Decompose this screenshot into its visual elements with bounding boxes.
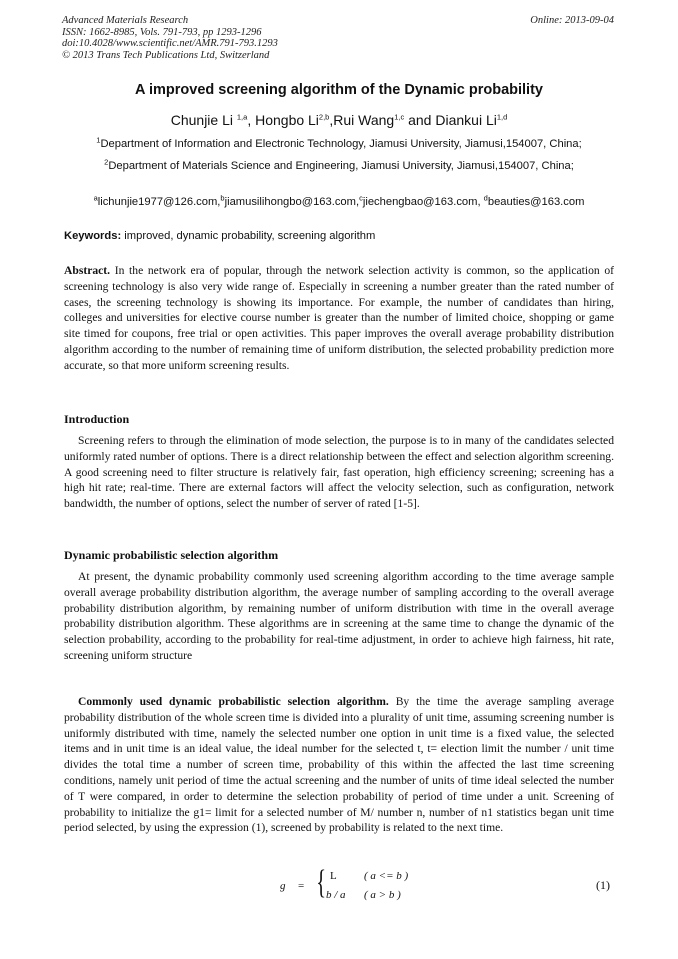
email-sup: a xyxy=(93,193,98,203)
author-name: Chunjie Li xyxy=(170,112,237,128)
common-algorithm-lead: Commonly used dynamic probabilistic selection algorithm. xyxy=(78,695,389,708)
author-list xyxy=(0,112,678,128)
equation-1 xyxy=(280,866,440,906)
author-name: Rui Wang xyxy=(333,112,395,128)
affiliation-2 xyxy=(0,157,678,172)
journal-name: Advanced Materials Research xyxy=(62,15,189,26)
online-date: Online: 2013-09-04 xyxy=(530,15,614,26)
email-sup: b xyxy=(220,193,225,203)
author-name: Hongbo Li xyxy=(255,112,319,128)
author-sup: 1,a xyxy=(236,112,248,122)
author-sep: , xyxy=(329,112,334,128)
author-name: Diankui Li xyxy=(435,112,497,128)
equation-brace: { xyxy=(316,864,327,901)
email-address: jiamusilihongbo@163.com, xyxy=(224,196,360,208)
email-list xyxy=(0,193,678,208)
keywords-label: Keywords: xyxy=(64,230,122,242)
keywords xyxy=(64,230,375,242)
author-sup: 1,d xyxy=(496,112,508,122)
journal-header xyxy=(62,15,278,61)
issn-line: ISSN: 1662-8985, Vols. 791-793, pp 1293-1296 xyxy=(62,26,262,38)
abstract-label: Abstract. xyxy=(64,264,111,277)
author-sep: , xyxy=(247,112,256,128)
dynamic-text: At present, the dynamic probability commonly used screening algorithm according to the time average sample overall average probability distribution algorithm, the average number of sampling according to the overall average probability distribution algorithm, by remaining number of uniform distribution with time in the overall average probability distribution algorithm. These algorithms are in screening at the same time to change the dynamic of the selection probability, according to the probability for real-time adjustment, in order to achieve high fairness, hit rate, screening uniform structure xyxy=(64,570,614,662)
affiliation-sup: 1 xyxy=(96,135,101,145)
email-address: lichunjie1977@126.com, xyxy=(97,196,221,208)
equation-row1-condition: ( a <= b ) xyxy=(364,870,409,882)
affiliation-text: Department of Information and Electronic Technology, Jiamusi University, Jiamusi,154007, China; xyxy=(100,138,582,150)
affiliation-1 xyxy=(0,135,678,150)
equation-number: (1) xyxy=(596,878,610,892)
author-sup: 2,b xyxy=(318,112,330,122)
email-address: jiechengbao@163.com, xyxy=(362,196,484,208)
equation-lhs: g xyxy=(280,880,286,892)
affiliation-text: Department of Materials Science and Engineering, Jiamusi University, Jiamusi,154007, China; xyxy=(108,160,574,172)
equation-row2-value: b / a xyxy=(326,889,346,901)
email-sup: d xyxy=(483,193,488,203)
equation-equals: = xyxy=(298,880,305,892)
common-algorithm-text: By the time the average sampling average probability distribution of the whole screen time is divided into a plurality of unit time, assuming screening number is uniformly distributed with time, namely the selected number one option in unit time is a fixed value, the selected items and in unit time is an ideal value, the ideal number for the selected t, t= election limit the number / unit time divides the total time a number of screen time, probability of this within the affected the last time screening conditions, namely unit period of time the actual screening and the number of units of time ideal selected the number of T were compared, in order to determine the selection probability of period of time under a unit. Screening of probability to initialize the g1= limit for a selected number of M/ number n, number of n1 statistics began unit time period selected, by using the expression (1), screened by probability is related to the next time. xyxy=(64,695,614,835)
copyright-line: © 2013 Trans Tech Publications Ltd, Switzerland xyxy=(62,49,270,61)
dynamic-heading: Dynamic probabilistic selection algorithm xyxy=(64,548,279,562)
doi-line: doi:10.4028/www.scientific.net/AMR.791-793.1293 xyxy=(62,38,278,49)
email-address: beauties@163.com xyxy=(487,196,585,208)
introduction-heading: Introduction xyxy=(64,412,130,426)
keywords-text: improved, dynamic probability, screening algorithm xyxy=(121,230,376,242)
affiliation-sup: 2 xyxy=(104,157,109,167)
author-sep: and xyxy=(404,112,436,128)
introduction-text: Screening refers to through the elimination of mode selection, the purpose is to in many of the candidates selected uniformly rated number of options. There is a direct relationship between the effect and selection algorithm screening. A good screening need to filter structure is relatively fair, fast operation, high efficiency screening; screening has a high hit rate; real-time. There are external factors will affect the velocity selection, such as configuration, network bandwidth, the number of options, select the number of server of rated [1-5]. xyxy=(64,434,614,511)
paper-title: A improved screening algorithm of the Dynamic probability xyxy=(135,82,543,98)
author-sup: 1,c xyxy=(394,112,405,122)
abstract-text: In the network era of popular, through the network selection activity is common, so the application of screening technology is also very wide range of. Especially in screening a number greater than the rated number of cases, the screening technology is showing its importance. For example, the number of candidates than hiring, colleges and universities for elective course number is greater than the number of limited choice, shopping or game site timed for coupons, free trial or open activities. This paper improves the overall average probability distribution algorithm according to the number of remaining time of uniform distribution, the selected probability prediction more accurate, so that more uniform screening results. xyxy=(64,264,614,372)
common-algorithm-paragraph xyxy=(64,694,614,836)
equation-row1-value: L xyxy=(330,870,337,882)
equation-row2-condition: ( a > b ) xyxy=(364,889,401,901)
email-sup: c xyxy=(359,193,363,203)
abstract xyxy=(64,263,614,374)
